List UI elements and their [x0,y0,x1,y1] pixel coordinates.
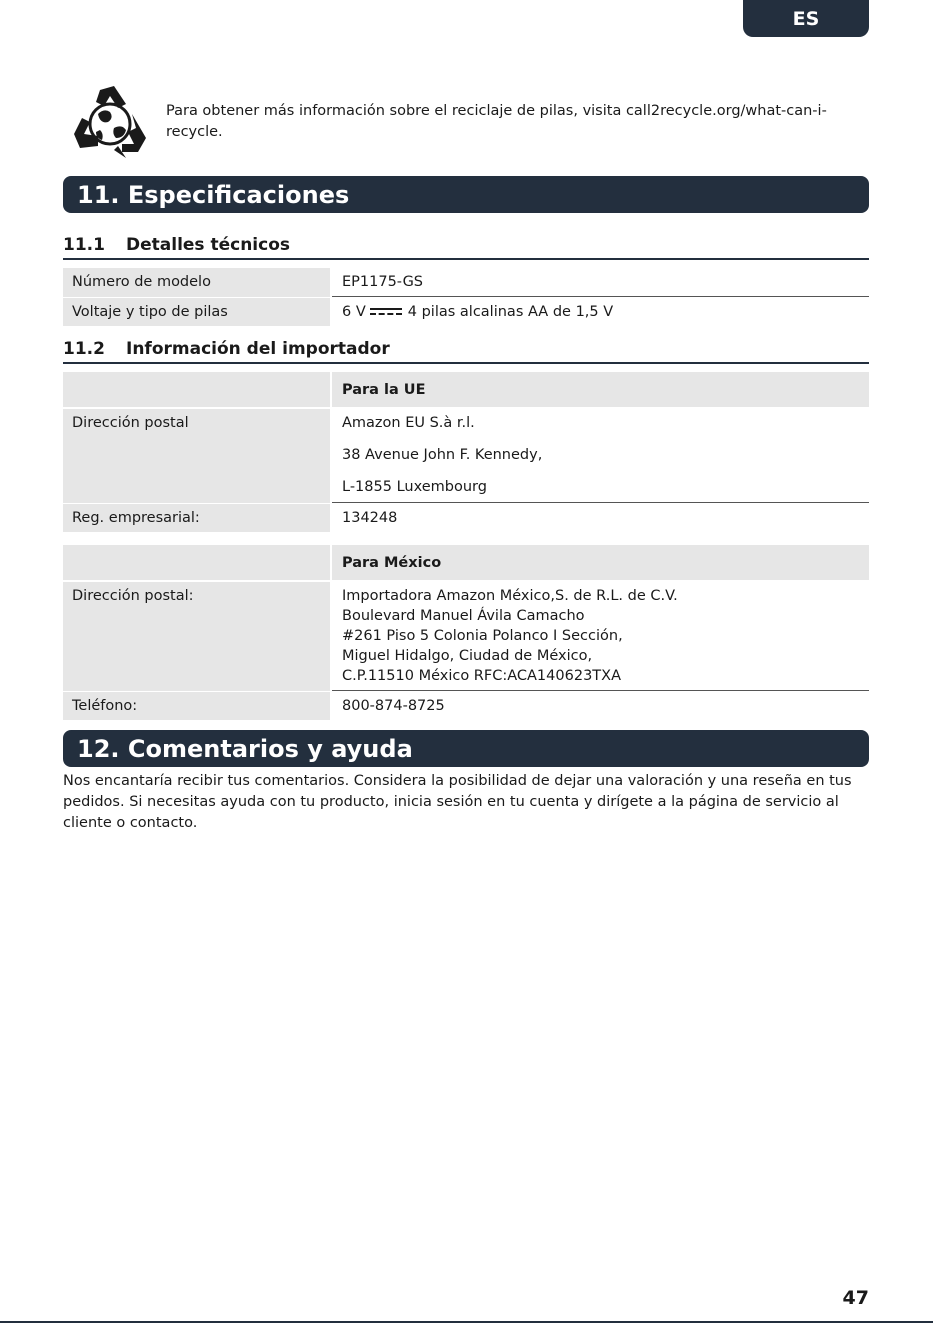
table-row [63,268,869,297]
address-line: Amazon EU S.à r.l. [342,415,475,431]
address-line: L-1855 Luxembourg [342,479,487,495]
recycle-info-text: Para obtener más información sobre el reciclaje de pilas, visita call2recycle.org/what-can-i-recycle. [166,103,827,140]
dc-symbol-icon [370,307,402,317]
language-tab: ES [743,0,869,37]
recycle-globe-icon [70,84,150,160]
address-line: Importadora Amazon México,S. de R.L. de C.V. [342,588,678,604]
eu-reg-value: 134248 [342,510,398,526]
voltage-number: 6 V [342,304,366,320]
address-line: C.P.11510 México RFC:ACA140623TXA [342,668,621,684]
empty-header-cell [63,372,330,407]
mx-address-label: Dirección postal: [63,582,330,691]
subsection-number: 11.2 [63,339,105,359]
address-line: 38 Avenue John F. Kennedy, [342,447,543,463]
eu-reg-label: Reg. empresarial: [63,504,330,532]
subsection-number: 11.1 [63,235,105,255]
eu-header: Para la UE [332,372,869,407]
page-number: 47 [842,1287,869,1309]
subsection-title: Información del importador [126,339,390,359]
address-line: Boulevard Manuel Ávila Camacho [342,608,585,624]
address-line: Miguel Hidalgo, Ciudad de México, [342,648,593,664]
section-12-title: 12. Comentarios y ayuda [63,730,869,767]
table-row [63,692,869,720]
model-value: EP1175-GS [332,268,869,297]
mx-phone-value: 800-874-8725 [342,698,445,714]
mx-header: Para México [332,545,869,580]
eu-address-value [332,409,869,503]
eu-address-label: Dirección postal [63,409,330,503]
mx-address-value [332,582,869,691]
table-row [63,545,869,580]
table-row [63,298,869,326]
bottom-divider [0,1321,933,1323]
table-row [63,372,869,407]
voltage-value [332,298,869,326]
subsection-title: Detalles técnicos [126,235,290,255]
subsection-11-2-heading [63,337,869,364]
feedback-text: Nos encantaría recibir tus comentarios. Considera la posibilidad de dejar una valoración y una reseña en tus pedidos. Si necesitas ayuda con tu producto, inicia sesión en tu cuenta y dirígete a la página de servicio al cliente o contacto. [63,773,852,831]
address-line: #261 Piso 5 Colonia Polanco I Sección, [342,628,623,644]
empty-header-cell [63,545,330,580]
mx-phone-label: Teléfono: [63,692,330,720]
subsection-11-1-heading [63,233,869,260]
table-row [63,582,869,691]
section-11-title: 11. Especificaciones [63,176,869,213]
battery-type: 4 pilas alcalinas AA de 1,5 V [407,304,614,320]
table-row [63,409,869,503]
model-label: Número de modelo [63,268,330,297]
table-row [63,504,869,532]
voltage-label: Voltaje y tipo de pilas [63,298,330,326]
